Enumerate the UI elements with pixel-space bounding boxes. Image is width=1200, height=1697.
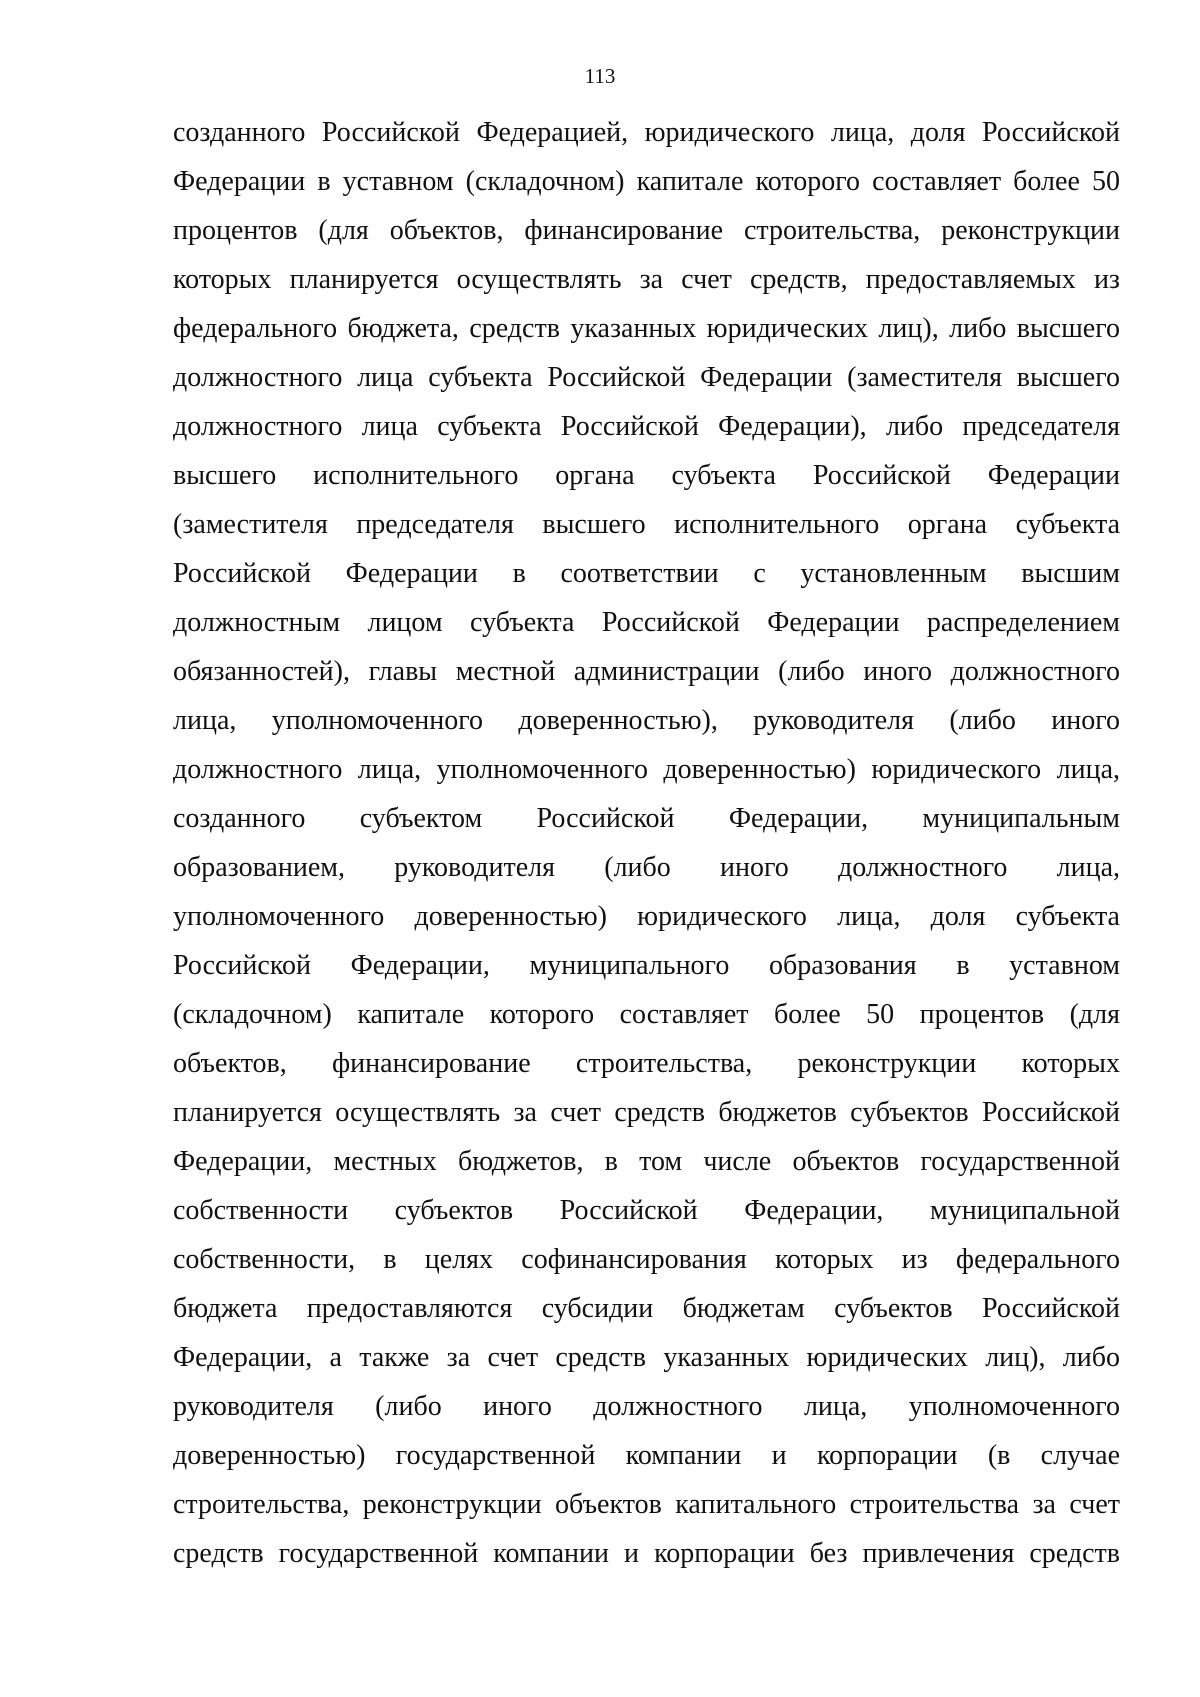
text-line: доверенностью) государственной компании и корпорации (в случае (173, 1440, 1120, 1471)
text-line: должностным лицом субъекта Российской Федерации распределением (173, 607, 1120, 638)
text-line: процентов (для объектов, финансирование строительства, реконструкции (173, 215, 1120, 246)
text-line: собственности субъектов Российской Федерации, муниципальной (173, 1195, 1120, 1226)
page-number: 113 (584, 64, 616, 88)
text-line: должностного лица субъекта Российской Федерации (заместителя высшего (173, 362, 1120, 393)
text-line: должностного лица субъекта Российской Федерации), либо председателя (173, 411, 1120, 442)
text-line: собственности, в целях софинансирования которых из федерального (173, 1244, 1120, 1275)
text-line: которых планируется осуществлять за счет средств, предоставляемых из (173, 264, 1120, 295)
text-line: Федерации в уставном (складочном) капитале которого составляет более 50 (173, 166, 1120, 197)
text-line: созданного Российской Федерацией, юридического лица, доля Российской (173, 117, 1120, 148)
text-line: руководителя (либо иного должностного лица, уполномоченного (173, 1391, 1120, 1422)
text-line: должностного лица, уполномоченного доверенностью) юридического лица, (173, 754, 1120, 785)
text-line: (заместителя председателя высшего исполнительного органа субъекта (173, 509, 1120, 540)
text-line: высшего исполнительного органа субъекта Российской Федерации (173, 460, 1120, 491)
text-line: Российской Федерации в соответствии с установленным высшим (173, 558, 1120, 589)
text-line: средств государственной компании и корпорации без привлечения средств (173, 1538, 1120, 1569)
text-line: планируется осуществлять за счет средств бюджетов субъектов Российской (173, 1097, 1120, 1128)
text-line: Российской Федерации, муниципального образования в уставном (173, 950, 1120, 981)
text-line: федерального бюджета, средств указанных юридических лиц), либо высшего (173, 313, 1120, 344)
text-line: (складочном) капитале которого составляет более 50 процентов (для (173, 999, 1120, 1030)
text-line: уполномоченного доверенностью) юридического лица, доля субъекта (173, 901, 1120, 932)
text-line: обязанностей), главы местной администрации (либо иного должностного (173, 656, 1120, 687)
text-line: Федерации, местных бюджетов, в том числе объектов государственной (173, 1146, 1120, 1177)
text-line: Федерации, а также за счет средств указанных юридических лиц), либо (173, 1342, 1120, 1373)
document-body (173, 108, 1120, 1578)
text-line: бюджета предоставляются субсидии бюджетам субъектов Российской (173, 1293, 1120, 1324)
text-line: созданного субъектом Российской Федерации, муниципальным (173, 803, 1120, 834)
text-line: строительства, реконструкции объектов капитального строительства за счет (173, 1489, 1120, 1520)
text-line: лица, уполномоченного доверенностью), руководителя (либо иного (173, 705, 1120, 736)
text-line: образованием, руководителя (либо иного должностного лица, (173, 852, 1120, 883)
text-line: объектов, финансирование строительства, реконструкции которых (173, 1048, 1120, 1079)
